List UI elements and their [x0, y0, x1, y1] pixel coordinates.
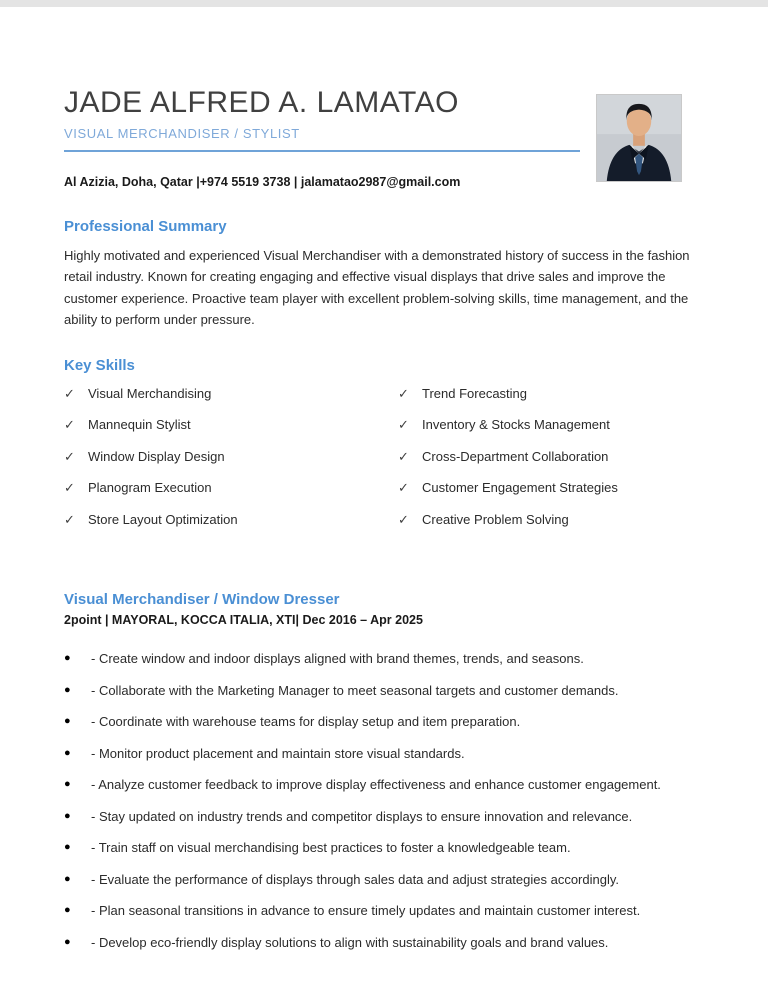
bullet-text: - Monitor product placement and maintain store visual standards.	[91, 745, 465, 761]
skill-label: Visual Merchandising	[88, 385, 212, 401]
skill-label: Planogram Execution	[88, 480, 212, 495]
header	[64, 7, 704, 189]
skill-label: Trend Forecasting	[422, 385, 528, 401]
checkmark-icon: ✓	[398, 417, 409, 432]
bullet-text: - Develop eco-friendly display solutions to align with sustainability goals and brand values.	[91, 934, 609, 950]
skill-item	[64, 386, 394, 418]
bullet-icon: ●	[64, 935, 71, 948]
headshot-photo	[596, 94, 682, 182]
bullet-icon: ●	[64, 715, 71, 727]
bullet-icon: ●	[64, 904, 71, 916]
resume-page	[0, 7, 768, 994]
bullet-item	[64, 934, 704, 951]
bullet-text: - Coordinate with warehouse teams for display setup and item preparation.	[91, 714, 521, 729]
skill-label: Creative Problem Solving	[422, 511, 569, 527]
bullet-icon: ●	[64, 652, 71, 664]
summary-text: Highly motivated and experienced Visual Merchandiser with a demonstrated history of success in the fashion retail industry. Known for creating engaging and effective visual displays that drive sales and improve the customer experience. Proactive team player with excellent problem-solving skills, time management, and the ability to perform under pressure.	[64, 247, 690, 327]
skill-label: Customer Engagement Strategies	[422, 480, 618, 495]
checkmark-icon: ✓	[398, 448, 409, 464]
skill-label: Inventory & Stocks Management	[422, 417, 610, 432]
skill-item	[398, 386, 704, 418]
job-title: VISUAL MERCHANDISER / STYLIST	[64, 125, 300, 141]
experience-section	[64, 591, 704, 951]
bullet-text: - Stay updated on industry trends and competitor displays to ensure innovation and relevance.	[91, 808, 633, 824]
skill-item	[398, 417, 704, 449]
checkmark-icon: ✓	[398, 480, 409, 495]
header-divider	[64, 150, 580, 152]
skill-item	[64, 417, 394, 449]
bullet-text: - Create window and indoor displays aligned with brand themes, trends, and seasons.	[91, 651, 584, 666]
professional-summary-section	[64, 218, 704, 331]
experience-heading: Visual Merchandiser / Window Dresser	[64, 591, 340, 608]
bullet-text: - Train staff on visual merchandising best practices to foster a knowledgeable team.	[91, 840, 571, 855]
experience-bullet-list	[64, 650, 704, 951]
bullet-icon: ●	[64, 683, 71, 696]
bullet-icon: ●	[64, 872, 71, 885]
skill-item	[64, 480, 394, 512]
bullet-item	[64, 808, 704, 825]
page-title: JADE ALFRED A. LAMATAO	[64, 86, 459, 119]
skill-label: Cross-Department Collaboration	[422, 448, 609, 464]
bullet-icon: ●	[64, 809, 71, 822]
checkmark-icon: ✓	[398, 385, 409, 401]
bullet-item	[64, 902, 704, 919]
checkmark-icon: ✓	[64, 417, 75, 432]
bullet-item	[64, 776, 704, 793]
skill-label: Mannequin Stylist	[88, 417, 191, 432]
bullet-text: - Analyze customer feedback to improve display effectiveness and enhance customer engagement.	[91, 777, 661, 792]
bullet-text: - Collaborate with the Marketing Manager to meet seasonal targets and customer demands.	[91, 682, 619, 698]
bullet-item	[64, 745, 704, 762]
checkmark-icon: ✓	[64, 480, 75, 495]
bullet-item	[64, 871, 704, 888]
skill-item	[398, 480, 704, 512]
skills-column-right	[398, 386, 704, 544]
checkmark-icon: ✓	[64, 385, 75, 401]
contact-line: Al Azizia, Doha, Qatar |+974 5519 3738 | jalamatao2987@gmail.com	[64, 174, 461, 189]
summary-heading: Professional Summary	[64, 217, 227, 235]
bullet-item	[64, 713, 704, 730]
skill-label: Window Display Design	[88, 448, 225, 464]
experience-subheading: 2point | MAYORAL, KOCCA ITALIA, XTI| Dec 2016 – Apr 2025	[64, 613, 423, 627]
skill-item	[64, 449, 394, 481]
skills-heading: Key Skills	[64, 356, 135, 374]
checkmark-icon: ✓	[398, 511, 409, 527]
skill-item	[64, 512, 394, 544]
skill-item	[398, 449, 704, 481]
checkmark-icon: ✓	[64, 448, 75, 464]
bullet-text: - Plan seasonal transitions in advance to ensure timely updates and maintain customer interest.	[91, 903, 641, 918]
bullet-item	[64, 839, 704, 856]
skills-grid	[64, 386, 704, 544]
bullet-text: - Evaluate the performance of displays through sales data and adjust strategies accordingly.	[91, 871, 620, 887]
skill-label: Store Layout Optimization	[88, 511, 238, 527]
skills-column-left	[64, 386, 394, 544]
checkmark-icon: ✓	[64, 511, 75, 527]
bullet-icon: ●	[64, 841, 71, 853]
page-top-edge	[0, 0, 768, 7]
bullet-item	[64, 682, 704, 699]
bullet-icon: ●	[64, 746, 71, 759]
key-skills-section	[64, 357, 704, 544]
bullet-item	[64, 650, 704, 667]
bullet-icon: ●	[64, 778, 71, 790]
skill-item	[398, 512, 704, 544]
headshot-illustration	[597, 95, 681, 181]
